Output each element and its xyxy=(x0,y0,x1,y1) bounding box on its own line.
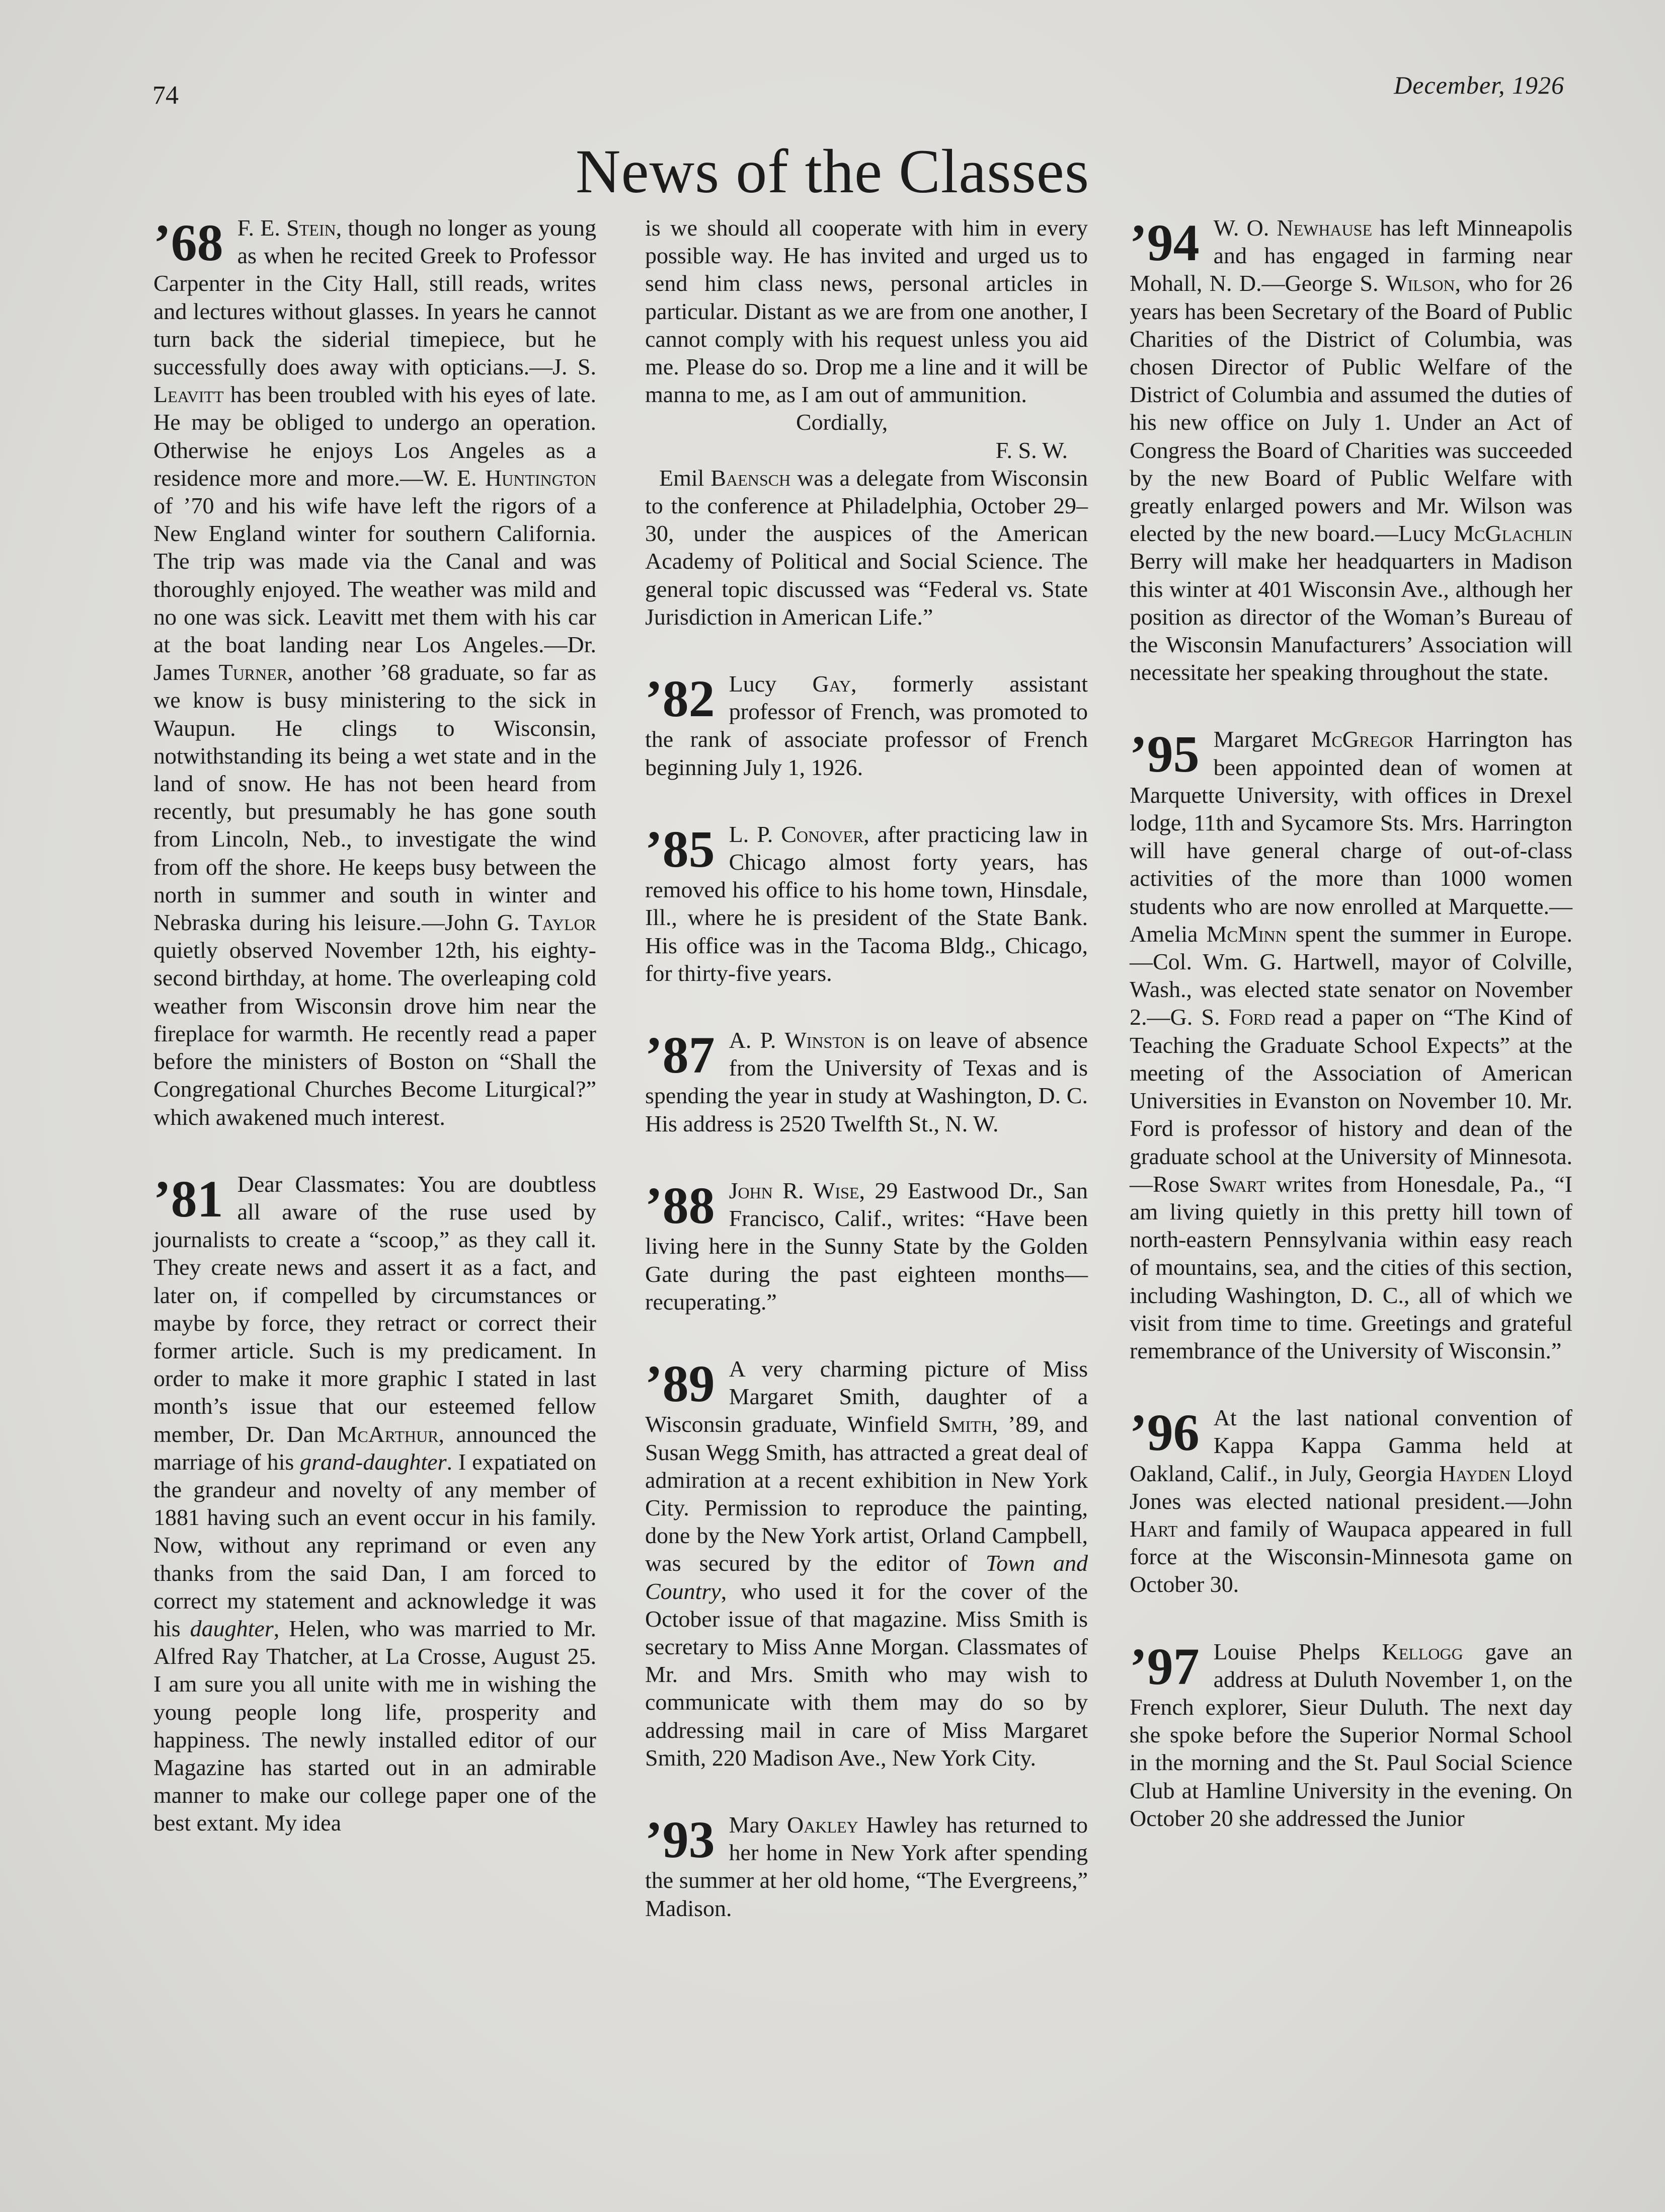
name-smallcaps: Smith xyxy=(938,1411,992,1437)
text-run: L. P. xyxy=(729,821,781,847)
page-title: News of the Classes xyxy=(575,137,1090,206)
column-2 xyxy=(645,214,1088,1961)
italic-text: daughter xyxy=(190,1615,274,1641)
text-run: Mary xyxy=(729,1811,787,1838)
text-run: quietly observed November 12th, his eighty-second birthday, at home. The overleaping cold weather from Wisconsin drove him near the fireplace for warmth. He recently read a paper before the ministers of Boston on “Shall the Congregational Churches Become Liturgical?” which awakened much interest. xyxy=(153,937,596,1130)
entry-text xyxy=(1130,725,1572,1364)
text-run: , who for 26 years has been Secretary of the Board of Public Charities of the District of Columbia, was chosen Director of Public Welfare of the District of Columbia and assumed the duties of his new office on July 1. Under an Act of Congress the Board of Charities was succeeded by the new Board of Public Welfare with greatly enlarged powers and Mr. Wilson was elected by the new board.—Lucy xyxy=(1130,270,1572,547)
text-run: Hawley has returned to her home in New York after spending the summer at her old home, “The Evergreens,” Madison. xyxy=(645,1811,1088,1921)
class-entry-1889 xyxy=(645,1355,1088,1772)
class-entry-1897 xyxy=(1130,1638,1572,1832)
text-run: , Helen, who was married to Mr. Alfred Ray Thatcher, at La Crosse, August 25. I am sure you all unite with me in wishing the young people long life, prosperity and happiness. The newly installed editor of our Magazine has started out in an admirable manner to make our college paper one of the best extant. My idea xyxy=(153,1615,597,1836)
name-smallcaps: Hayden xyxy=(1439,1460,1511,1486)
name-smallcaps: McGlachlin xyxy=(1454,520,1572,547)
text-run: spent the summer in Europe.—Col. Wm. G. Hartwell, mayor of Colville, Wash., was elected state senator on November 2.—G. S. xyxy=(1130,921,1572,1030)
text-run: , another ’68 graduate, so far as we know is busy ministering to the sick in Waupun. He clings to Wisconsin, notwithstanding its being a wet state and in the land of snow. He has not been heard from recently, but presumably he has gone south from Lincoln, Neb., to investigate the wind from off the shore. He keeps busy between the north in summer and south in winter and Nebraska during his leisure.—John G. xyxy=(153,659,597,936)
class-year: ’82 xyxy=(645,670,715,728)
name-smallcaps: Gay xyxy=(812,671,851,697)
text-run: writes from Honesdale, Pa., “I am living quietly in this pretty hill town of north-eastern Pennsylvania within easy reach of mountains, sea, and the cities of this section, including Washington, D. C., all of which we visit from time to time. Greetings and grateful remembrance of the University of Wisconsin.” xyxy=(1130,1171,1572,1363)
text-run: W. O. xyxy=(1213,215,1277,241)
text-run: At the last national convention of Kappa Kappa Gamma held at Oakland, Calif., in July, Georgia xyxy=(1130,1405,1572,1486)
name-smallcaps: Oakley xyxy=(787,1811,858,1838)
text-run: A very charming picture of Miss Margaret Smith, daughter of a Wisconsin graduate, Winfield xyxy=(645,1355,1088,1437)
class-entry-1896 xyxy=(1130,1404,1572,1598)
class-entry-1885 xyxy=(645,820,1088,987)
name-smallcaps: Leavitt xyxy=(153,382,224,408)
entry-text xyxy=(1130,214,1572,686)
class-entry-1887 xyxy=(645,1026,1088,1137)
letter-continuation xyxy=(645,214,1088,631)
baensch-note xyxy=(645,464,1088,631)
name-smallcaps: Hart xyxy=(1130,1515,1178,1542)
text-run: , 29 Eastwood Dr., San Francisco, Calif., writes: “Have been living here in the Sunny State by the Golden Gate during the past eighteen months—recuperating.” xyxy=(645,1177,1088,1315)
text-run: Dear Classmates: You are doubtless all aware of the ruse used by journalists to create a “scoop,” as they call it. They create news and assert it as a fact, and later on, if compelled by circumstances or maybe by force, they retract or correct their former article. Such is my predicament. In order to make it more graphic I stated in last month’s issue that our esteemed fellow member, Dr. Dan xyxy=(153,1171,596,1447)
class-year: ’88 xyxy=(645,1176,715,1235)
text-run: has left Minneapolis and has engaged in farming near Mohall, N. D.—George S. xyxy=(1130,215,1573,296)
name-smallcaps: Kellogg xyxy=(1382,1638,1463,1664)
class-year: ’94 xyxy=(1130,214,1200,272)
text-run: gave an address at Duluth November 1, on the French explorer, Sieur Duluth. The next day she spoke before the Superior Normal School in the morning and the St. Paul Social Science Club at Hamline University in the evening. On October 20 she addressed the Junior xyxy=(1130,1638,1572,1831)
text-run: F. E. xyxy=(237,215,287,241)
text-run: . I expatiated on the grandeur and novelty of any member of 1881 having such an event occur in his family. Now, without any reprimand or even any thanks from the said Dan, I am forced to correct my statement and acknowledge it was his xyxy=(153,1448,597,1641)
class-entry-1881 xyxy=(153,1170,596,1837)
column-1 xyxy=(153,214,596,1876)
name-smallcaps: McArthur xyxy=(337,1421,439,1447)
text-run: Berry will make her headquarters in Madison this winter at 401 Wisconsin Ave., although her position as director of the Woman’s Bureau of the Wisconsin Manufacturers’ Association will necessitate her speaking throughout the state. xyxy=(1130,548,1572,685)
text-run: of ’70 and his wife have left the rigors of a New England winter for southern California. The trip was made via the Canal and was thoroughly enjoyed. The weather was mild and no one was sick. Leavitt met them with his car at the boat landing near Los Angeles.—Dr. James xyxy=(153,493,596,685)
text-run: was a delegate from Wisconsin to the conference at Philadelphia, October 29–30, under the auspices of the American Academy of Political and Social Science. The general topic discussed was “Federal vs. State Jurisdiction in American Life.” xyxy=(645,465,1088,630)
text-run: , formerly assistant professor of French, was promoted to the rank of associate professor of French beginning July 1, 1926. xyxy=(645,671,1088,780)
issue-date: December, 1926 xyxy=(1394,71,1564,99)
name-smallcaps: Stein xyxy=(286,215,336,241)
text-run: , announced the marriage of his xyxy=(153,1421,596,1475)
name-smallcaps: John R. Wise xyxy=(729,1177,859,1203)
letter-text: is we should all cooperate with him in every possible way. He has invited and urged us to send him class news, personal articles in particular. Distant as we are from one another, I cannot comply with his request unless you aid me. Please do so. Drop me a line and it will be manna to me, as I am out of ammunition. xyxy=(645,215,1088,408)
name-smallcaps: McGregor xyxy=(1311,726,1414,752)
text-run: Louise Phelps xyxy=(1213,1638,1382,1664)
column-3 xyxy=(1130,214,1572,1871)
text-run: is on leave of absence from the University of Texas and is spending the year in study at Washington, D. C. His address is 2520 Twelfth St., N. W. xyxy=(645,1027,1088,1136)
entry-text xyxy=(153,1170,596,1837)
class-entry-1895 xyxy=(1130,725,1572,1364)
text-run: Lucy xyxy=(729,671,813,697)
class-entry-1888 xyxy=(645,1177,1088,1316)
name-smallcaps: Huntington xyxy=(485,465,596,491)
name-smallcaps: McMinn xyxy=(1206,921,1287,947)
letter-closing: Cordially, xyxy=(796,409,888,435)
class-entry-1868 xyxy=(153,214,596,1131)
italic-text: grand-daughter xyxy=(300,1448,447,1475)
entry-text xyxy=(645,1355,1088,1772)
name-smallcaps: Swart xyxy=(1209,1171,1266,1197)
class-year: ’93 xyxy=(645,1810,715,1869)
text-run: Margaret xyxy=(1213,726,1311,752)
name-smallcaps: Ford xyxy=(1228,1004,1276,1030)
italic-text: Town and Country xyxy=(645,1550,1088,1604)
text-run: has been troubled with his eyes of late. He may be obliged to undergo an operation. Otherwise he enjoys Los Angeles as a residence more and more.—W. E. xyxy=(153,382,596,491)
class-year: ’96 xyxy=(1130,1404,1200,1462)
name-smallcaps: Winston xyxy=(784,1027,865,1053)
name-smallcaps: Wilson xyxy=(1385,270,1455,296)
text-run: , ’89, and Susan Wegg Smith, has attracted a great deal of admiration at a recent exhibition in New York City. Permission to reproduce the painting, done by the New York artist, Orland Campbell, was secured by the editor of xyxy=(645,1411,1088,1576)
text-run: read a paper on “The Kind of Teaching the Graduate School Expects” at the meeting of the Association of American Universities in Evanston on November 10. Mr. Ford is professor of history and dean of the graduate school at the University of Minnesota.—Rose xyxy=(1130,1004,1572,1197)
name-smallcaps: Turner xyxy=(218,659,288,685)
class-year: ’85 xyxy=(645,820,715,878)
class-year: ’89 xyxy=(645,1354,715,1413)
text-run: , who used it for the cover of the October issue of that magazine. Miss Smith is secretary to Miss Anne Morgan. Classmates of Mr. and Mrs. Smith who may wish to communicate with them may do so by addressing mail in care of Miss Margaret Smith, 220 Madison Ave., New York City. xyxy=(645,1578,1088,1771)
letter-signature: F. S. W. xyxy=(995,437,1068,463)
class-year: ’68 xyxy=(153,214,223,272)
text-run: , though no longer as young as when he recited Greek to Professor Carpenter in the City Hall, still reads, writes and lectures without glasses. In years he cannot turn back the siderial timepiece, but he successfully does away with opticians.—J. S. xyxy=(153,215,596,380)
class-year: ’95 xyxy=(1130,725,1200,784)
class-year: ’87 xyxy=(645,1026,715,1085)
text-run: Emil xyxy=(659,465,711,491)
entry-text xyxy=(153,214,596,1131)
text-run: Harrington has been appointed dean of women at Marquette University, with offices in Drexel lodge, 11th and Sycamore Sts. Mrs. Harrington will have general charge of out-of-class activities of the more than 1000 women students who are now enrolled at Marquette.—Amelia xyxy=(1130,726,1572,947)
class-entry-1893 xyxy=(645,1811,1088,1922)
class-entry-1894 xyxy=(1130,214,1572,686)
name-smallcaps: Conover xyxy=(781,821,864,847)
name-smallcaps: Baensch xyxy=(710,465,791,491)
text-run: and family of Waupaca appeared in full force at the Wisconsin-Minnesota game on October 30. xyxy=(1130,1515,1572,1597)
name-smallcaps: Newhause xyxy=(1277,215,1372,241)
name-smallcaps: Taylor xyxy=(528,909,596,936)
text-run: A. P. xyxy=(729,1027,785,1053)
class-year: ’81 xyxy=(153,1170,223,1228)
page-number: 74 xyxy=(152,81,179,110)
class-entry-1882 xyxy=(645,670,1088,781)
text-run: , after practicing law in Chicago almost forty years, has removed his office to his home town, Hinsdale, Ill., where he is president of the State Bank. His office was in the Tacoma Bldg., Chicago, for thirty-five years. xyxy=(645,821,1088,986)
class-year: ’97 xyxy=(1130,1637,1200,1696)
text-run: Lloyd Jones was elected national president.—John xyxy=(1130,1460,1572,1514)
